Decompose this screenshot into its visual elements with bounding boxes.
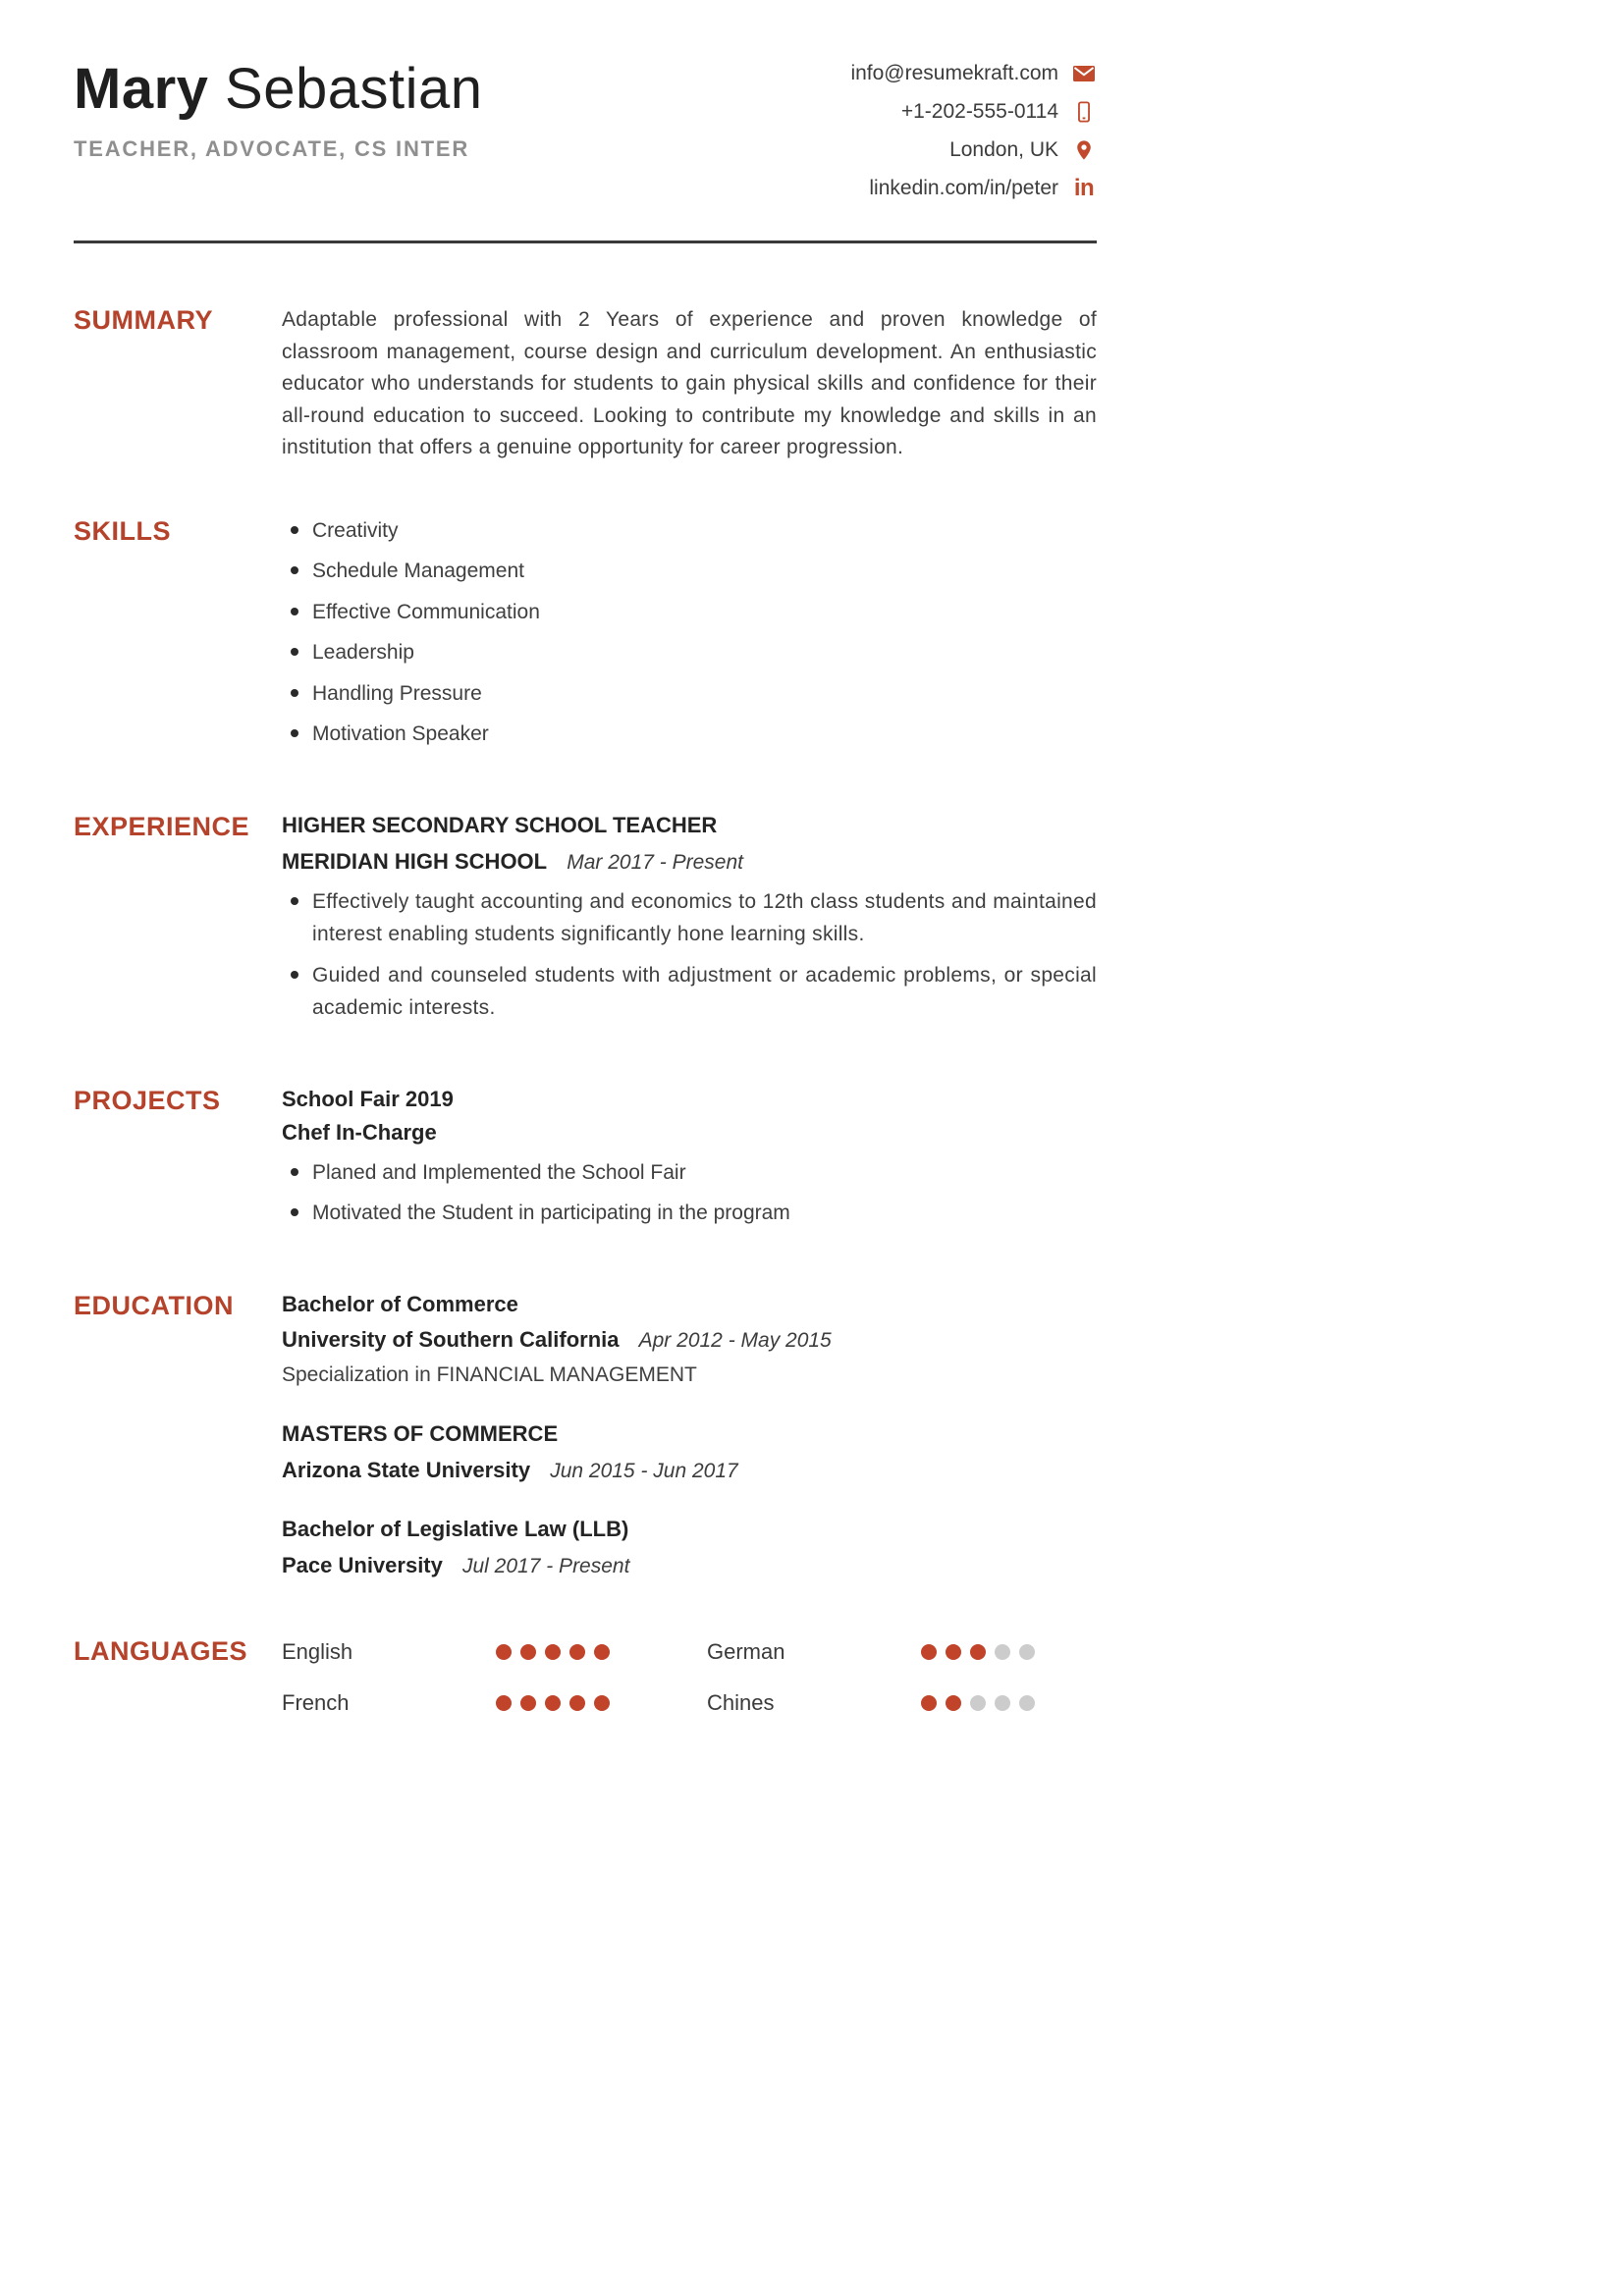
project-bullet: Motivated the Student in participating in the program <box>282 1198 1097 1230</box>
project-bullet-list <box>282 1157 1097 1230</box>
education-item <box>282 1515 1097 1580</box>
language-name: Chines <box>707 1690 775 1716</box>
level-dot-filled <box>545 1695 561 1711</box>
education-item <box>282 1419 1097 1485</box>
level-dot-filled <box>946 1695 961 1711</box>
contact-linkedin-text: linkedin.com/in/peter <box>869 177 1058 199</box>
level-dot-empty <box>1019 1695 1035 1711</box>
level-dot-filled <box>970 1644 986 1660</box>
skill-item: Schedule Management <box>282 556 1097 588</box>
languages-content <box>282 1635 1097 1720</box>
education-note: Specialization in FINANCIAL MANAGEMENT <box>282 1362 697 1386</box>
name-block <box>74 57 483 162</box>
education-degree: Bachelor of Commerce <box>282 1291 518 1316</box>
language-level-dots <box>496 1644 707 1660</box>
language-level-dots <box>921 1695 1097 1711</box>
experience-content <box>282 811 1097 1034</box>
level-dot-empty <box>970 1695 986 1711</box>
section-languages <box>74 1635 1097 1720</box>
location-icon <box>1071 137 1097 163</box>
level-dot-filled <box>594 1695 610 1711</box>
level-dot-filled <box>520 1695 536 1711</box>
project-name: School Fair 2019 <box>282 1087 454 1112</box>
experience-bullet-list <box>282 886 1097 1024</box>
language-name: German <box>707 1639 785 1665</box>
skills-list <box>282 515 1097 751</box>
summary-content <box>282 304 1097 464</box>
experience-bullet: Guided and counseled students with adjustment or academic problems, or special academic interests. <box>282 960 1097 1024</box>
section-experience <box>74 811 1097 1034</box>
education-school: Pace University <box>282 1552 443 1577</box>
language-name: English <box>282 1639 353 1665</box>
projects-content <box>282 1085 1097 1238</box>
summary-text: Adaptable professional with 2 Years of experience and proven knowledge of classroom management, course design and curriculum development. An enthusiastic educator who understands for students to gain physical skills and confidence for their all-round education to succeed. Looking to contribute my knowledge and skills in an institution that offers a genuine opportunity for career progression. <box>282 308 1097 459</box>
resume-body <box>74 304 1097 1720</box>
level-dot-empty <box>995 1644 1010 1660</box>
education-dates: Apr 2012 - May 2015 <box>638 1329 832 1353</box>
level-dot-empty <box>1019 1644 1035 1660</box>
email-icon <box>1071 61 1097 86</box>
language-level-dots <box>496 1695 707 1711</box>
level-dot-empty <box>995 1695 1010 1711</box>
level-dot-filled <box>569 1695 585 1711</box>
first-name: Mary <box>74 57 209 121</box>
contact-email <box>850 61 1097 86</box>
education-school-line <box>282 1551 1097 1580</box>
header <box>74 57 1097 201</box>
level-dot-filled <box>496 1695 512 1711</box>
contact-block <box>850 57 1097 201</box>
section-label-education: EDUCATION <box>74 1290 234 1320</box>
skill-item: Handling Pressure <box>282 678 1097 711</box>
experience-job-title: HIGHER SECONDARY SCHOOL TEACHER <box>282 813 718 838</box>
contact-location <box>949 137 1097 163</box>
skill-item: Leadership <box>282 637 1097 669</box>
section-skills <box>74 515 1097 760</box>
contact-location-text: London, UK <box>949 138 1058 161</box>
level-dot-filled <box>520 1644 536 1660</box>
linkedin-icon: in <box>1073 175 1095 201</box>
skill-item: Effective Communication <box>282 597 1097 629</box>
level-dot-filled <box>545 1644 561 1660</box>
contact-phone-text: +1-202-555-0114 <box>900 100 1058 123</box>
project-role: Chef In-Charge <box>282 1119 437 1145</box>
education-school-line <box>282 1325 1097 1355</box>
section-label-projects: PROJECTS <box>74 1086 221 1116</box>
languages-grid <box>282 1635 1097 1720</box>
education-content <box>282 1290 1097 1585</box>
language-level-dots <box>921 1644 1097 1660</box>
education-school: University of Southern California <box>282 1327 620 1353</box>
education-school-line <box>282 1456 1097 1485</box>
education-dates: Jul 2017 - Present <box>462 1554 630 1577</box>
level-dot-filled <box>921 1644 937 1660</box>
section-label-languages: LANGUAGES <box>74 1636 248 1667</box>
section-projects <box>74 1085 1097 1238</box>
contact-phone <box>901 99 1097 125</box>
section-label-summary: SUMMARY <box>74 305 213 335</box>
section-education <box>74 1290 1097 1585</box>
language-name: French <box>282 1690 350 1716</box>
education-school: Arizona State University <box>282 1457 531 1482</box>
education-item <box>282 1290 1097 1391</box>
section-label-experience: EXPERIENCE <box>74 812 250 842</box>
contact-linkedin <box>869 176 1097 201</box>
level-dot-filled <box>496 1644 512 1660</box>
last-name: Sebastian <box>225 57 483 121</box>
section-summary <box>74 304 1097 464</box>
experience-employer-line <box>282 847 1097 877</box>
phone-icon <box>1071 99 1097 125</box>
education-dates: Jun 2015 - Jun 2017 <box>550 1459 738 1482</box>
header-job-title: TEACHER, ADVOCATE, CS INTER <box>74 135 470 161</box>
level-dot-filled <box>921 1695 937 1711</box>
level-dot-filled <box>946 1644 961 1660</box>
experience-employer: MERIDIAN HIGH SCHOOL <box>282 848 548 874</box>
skill-item: Motivation Speaker <box>282 719 1097 751</box>
education-degree: Bachelor of Legislative Law (LLB) <box>282 1517 629 1542</box>
contact-email-text: info@resumekraft.com <box>850 62 1058 84</box>
level-dot-filled <box>569 1644 585 1660</box>
project-bullet: Planed and Implemented the School Fair <box>282 1157 1097 1190</box>
skills-content <box>282 515 1097 760</box>
education-degree: MASTERS OF COMMERCE <box>282 1421 559 1447</box>
skill-item: Creativity <box>282 515 1097 548</box>
experience-bullet: Effectively taught accounting and economics to 12th class students and maintained interest enabling students significantly hone learning skills. <box>282 886 1097 950</box>
name <box>74 57 483 123</box>
experience-dates: Mar 2017 - Present <box>567 850 744 874</box>
section-label-skills: SKILLS <box>74 515 172 546</box>
header-divider <box>74 240 1097 243</box>
level-dot-filled <box>594 1644 610 1660</box>
